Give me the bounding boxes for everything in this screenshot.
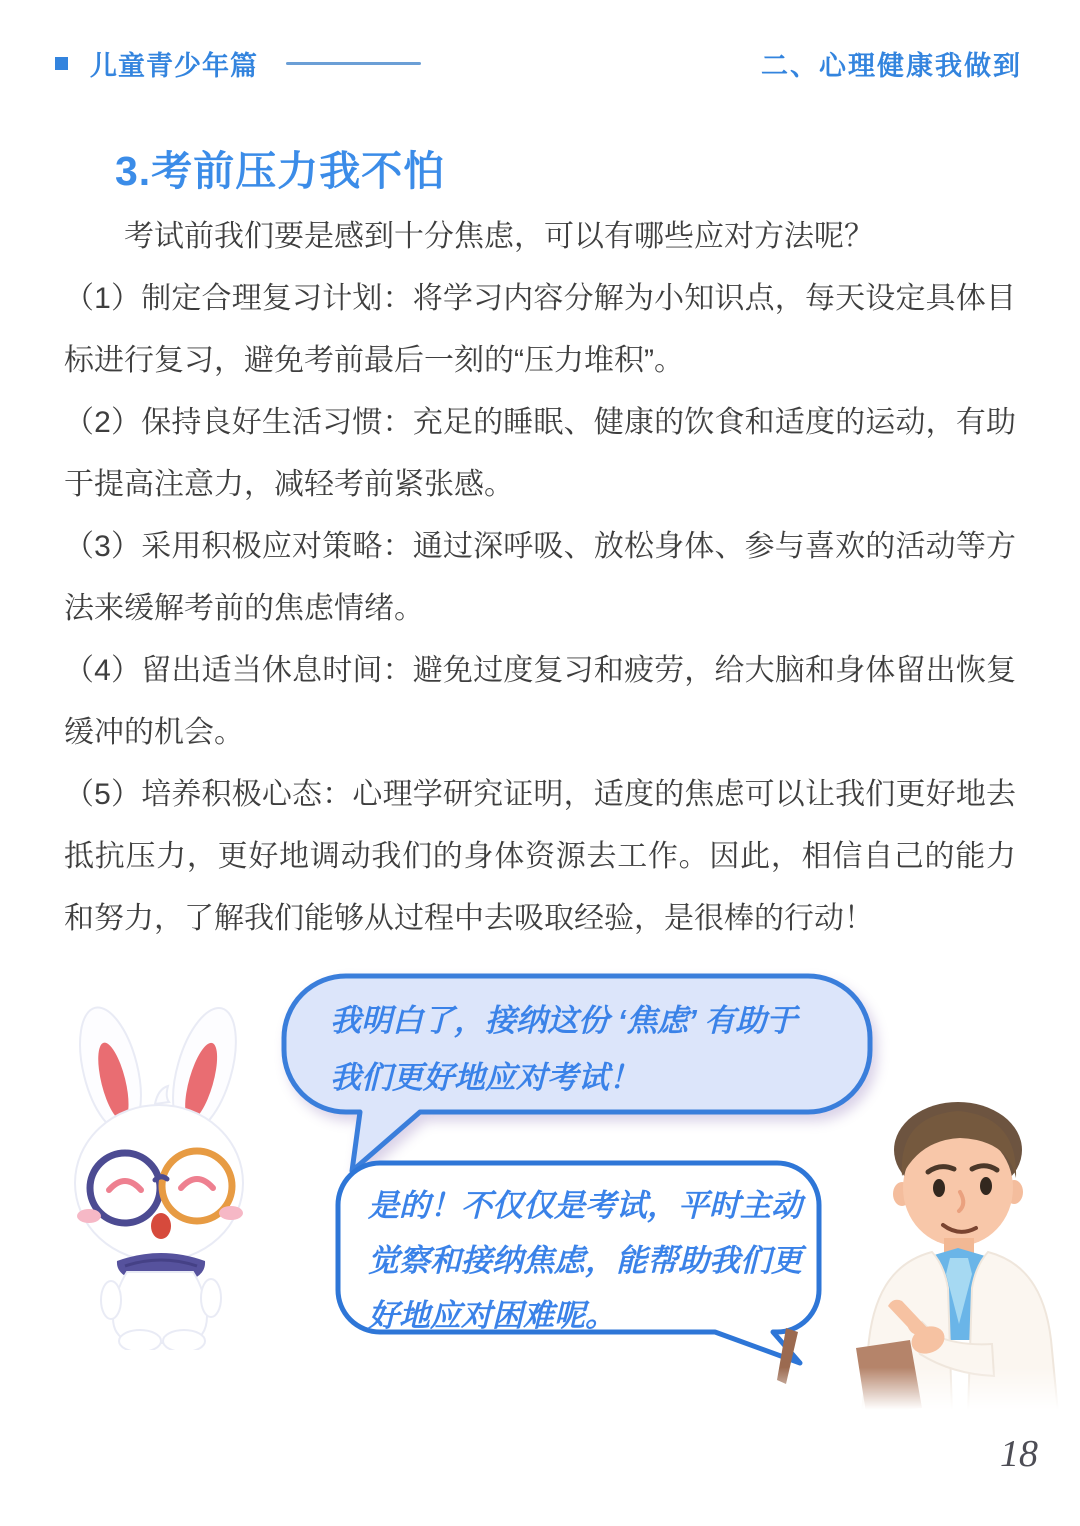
- paragraph-3: （3）采用积极应对策略：通过深呼吸、放松身体、参与喜欢的活动等方法来缓解考前的焦虑情绪。: [64, 530, 1016, 625]
- header-right-label: 二、心理健康我做到: [761, 51, 1022, 81]
- rabbit-bubble-line: 我们更好地应对考试！: [330, 1060, 640, 1095]
- doctor-bubble-line: 好地应对困难呢。: [368, 1298, 616, 1333]
- doctor-character-illustration: [760, 1088, 1080, 1413]
- page-number: 18: [1000, 1433, 1038, 1475]
- paragraph-2: （2）保持良好生活习惯：充足的睡眠、健康的饮食和适度的运动，有助于提高注意力，减轻考前紧张感。: [64, 406, 1016, 501]
- square-bullet-icon: [55, 57, 68, 70]
- body-text: [64, 206, 1016, 950]
- doctor-bubble-line: 觉察和接纳焦虑，能帮助我们更: [368, 1243, 802, 1278]
- paragraph-intro: 考试前我们要是感到十分焦虑，可以有哪些应对方法呢？: [124, 220, 874, 253]
- rabbit-bubble-line: 我明白了，接纳这份 ‘焦虑’ 有助于: [330, 1003, 798, 1038]
- doctor-bubble-line: 是的！不仅仅是考试，平时主动: [368, 1188, 802, 1223]
- rabbit-character-illustration: [55, 998, 270, 1350]
- paragraph-5: （5）培养积极心态：心理学研究证明，适度的焦虑可以让我们更好地去抵抗压力，更好地调动我们的身体资源去工作。因此，相信自己的能力和努力，了解我们能够从过程中去吸取经验，是很棒的行动！: [64, 778, 1016, 935]
- doctor-bubble-text: [368, 1178, 808, 1343]
- section-title: 3.考前压力我不怕: [115, 148, 446, 194]
- header-left: [55, 44, 421, 83]
- paragraph-1: （1）制定合理复习计划：将学习内容分解为小知识点，每天设定具体目标进行复习，避免考前最后一刻的“压力堆积”。: [64, 282, 1016, 377]
- header-left-label: 儿童青少年篇: [90, 51, 258, 81]
- paragraph-4: （4）留出适当休息时间：避免过度复习和疲劳，给大脑和身体留出恢复缓冲的机会。: [64, 654, 1016, 749]
- page-header: [55, 44, 1022, 80]
- header-divider-line: [286, 62, 421, 65]
